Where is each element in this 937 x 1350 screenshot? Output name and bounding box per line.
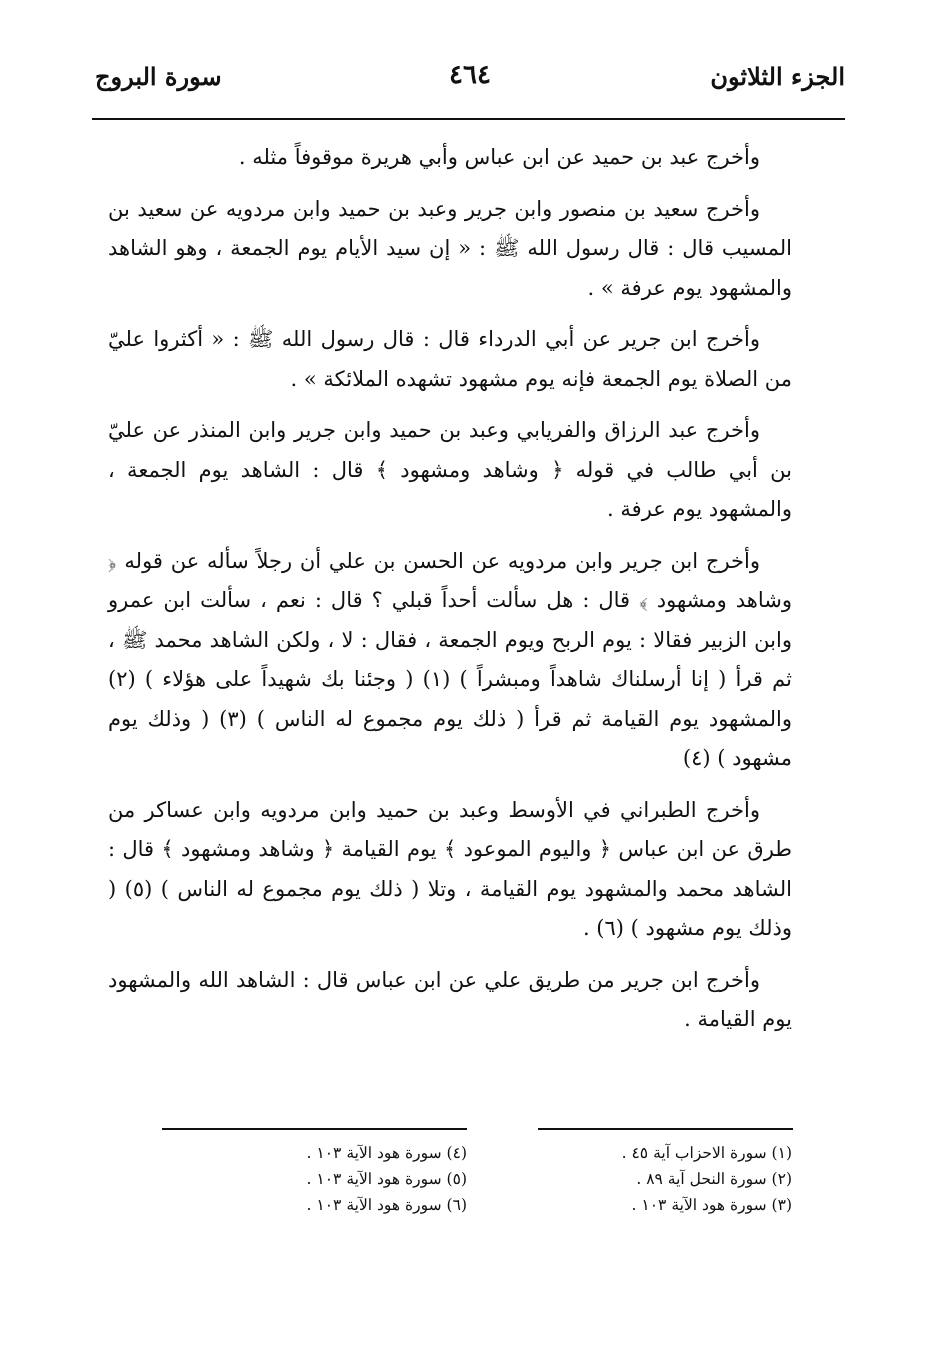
footnote: (٢) سورة النحل آية ٨٩ . [636,1170,792,1188]
paragraph: وأخرج عبد بن حميد عن ابن عباس وأبي هريرة موقوفاً مثله . [238,145,760,169]
paragraph: وأخرج ابن جرير من طريق علي عن ابن عباس قال : الشاهد الله والمشهود يوم القيامة . [108,967,792,1031]
footnote: (٤) سورة هود الآية ١٠٣ . [306,1144,467,1162]
paragraph: وأخرج ابن جرير وابن مردويه عن الحسن بن علي أن رجلاً سأله عن قوله ﴿ وشاهد ومشهود ﴾ قال : هل سألت أحداً قبلي ؟ قال : نعم ، سألت ابن عمرو وابن الزبير فقالا : يوم الربح ويوم الجمعة ، فقال : لا ، ولكن الشاهد محمد ﷺ ، ثم قرأ ( إنا أرسلناك شاهداً ومبشراً ) (١) ( وجئنا بك شهيداً على هؤلاء ) (٢) والمشهود يوم القيامة ثم قرأ ( ذلك يوم مجموع له الناس ) (٣) ( وذلك يوم مشهود ) (٤) [108,548,792,770]
page-header [95,58,845,116]
footnote: (١) سورة الاحزاب آية ٤٥ . [621,1144,792,1162]
footnote: (٣) سورة هود الآية ١٠٣ . [631,1196,792,1214]
footnote-rule-right [538,1128,793,1130]
juz-title: الجزء الثلاثون [710,62,845,91]
footnotes-right-column [542,1140,792,1218]
paragraph: وأخرج الطبراني في الأوسط وعبد بن حميد وابن مردويه وابن عساكر من طرق عن ابن عباس ﴿ واليوم الموعود ﴾ يوم القيامة ﴿ وشاهد ومشهود ﴾ قال : الشاهد محمد والمشهود يوم القيامة ، وتلا ( ذلك يوم مجموع له الناس ) (٥) ( وذلك يوم مشهود ) (٦) . [108,797,792,940]
footnote: (٦) سورة هود الآية ١٠٣ . [306,1196,467,1214]
surah-title: سورة البروج [95,62,222,91]
header-rule [92,118,845,120]
paragraph: وأخرج ابن جرير عن أبي الدرداء قال : قال رسول الله ﷺ : « أكثروا عليّ من الصلاة يوم الجمعة فإنه يوم مشهود تشهده الملائكة » . [108,327,792,391]
footnotes-left-column [237,1140,467,1218]
page-number: ٤٦٤ [449,60,491,90]
paragraph: وأخرج سعيد بن منصور وابن جرير وعبد بن حميد وابن مردويه عن سعيد بن المسيب قال : قال رسول الله ﷺ : « إن سيد الأيام يوم الجمعة ، وهو الشاهد والمشهود يوم عرفة » . [108,196,792,300]
footnote-rule-left [162,1128,467,1130]
main-text [108,138,792,1052]
paragraph: وأخرج عبد الرزاق والفريابي وعبد بن حميد وابن جرير وابن المنذر عن عليّ بن أبي طالب في قوله ﴿ وشاهد ومشهود ﴾ قال : الشاهد يوم الجمعة ، والمشهود يوم عرفة . [108,418,792,521]
footnote: (٥) سورة هود الآية ١٠٣ . [306,1170,467,1188]
